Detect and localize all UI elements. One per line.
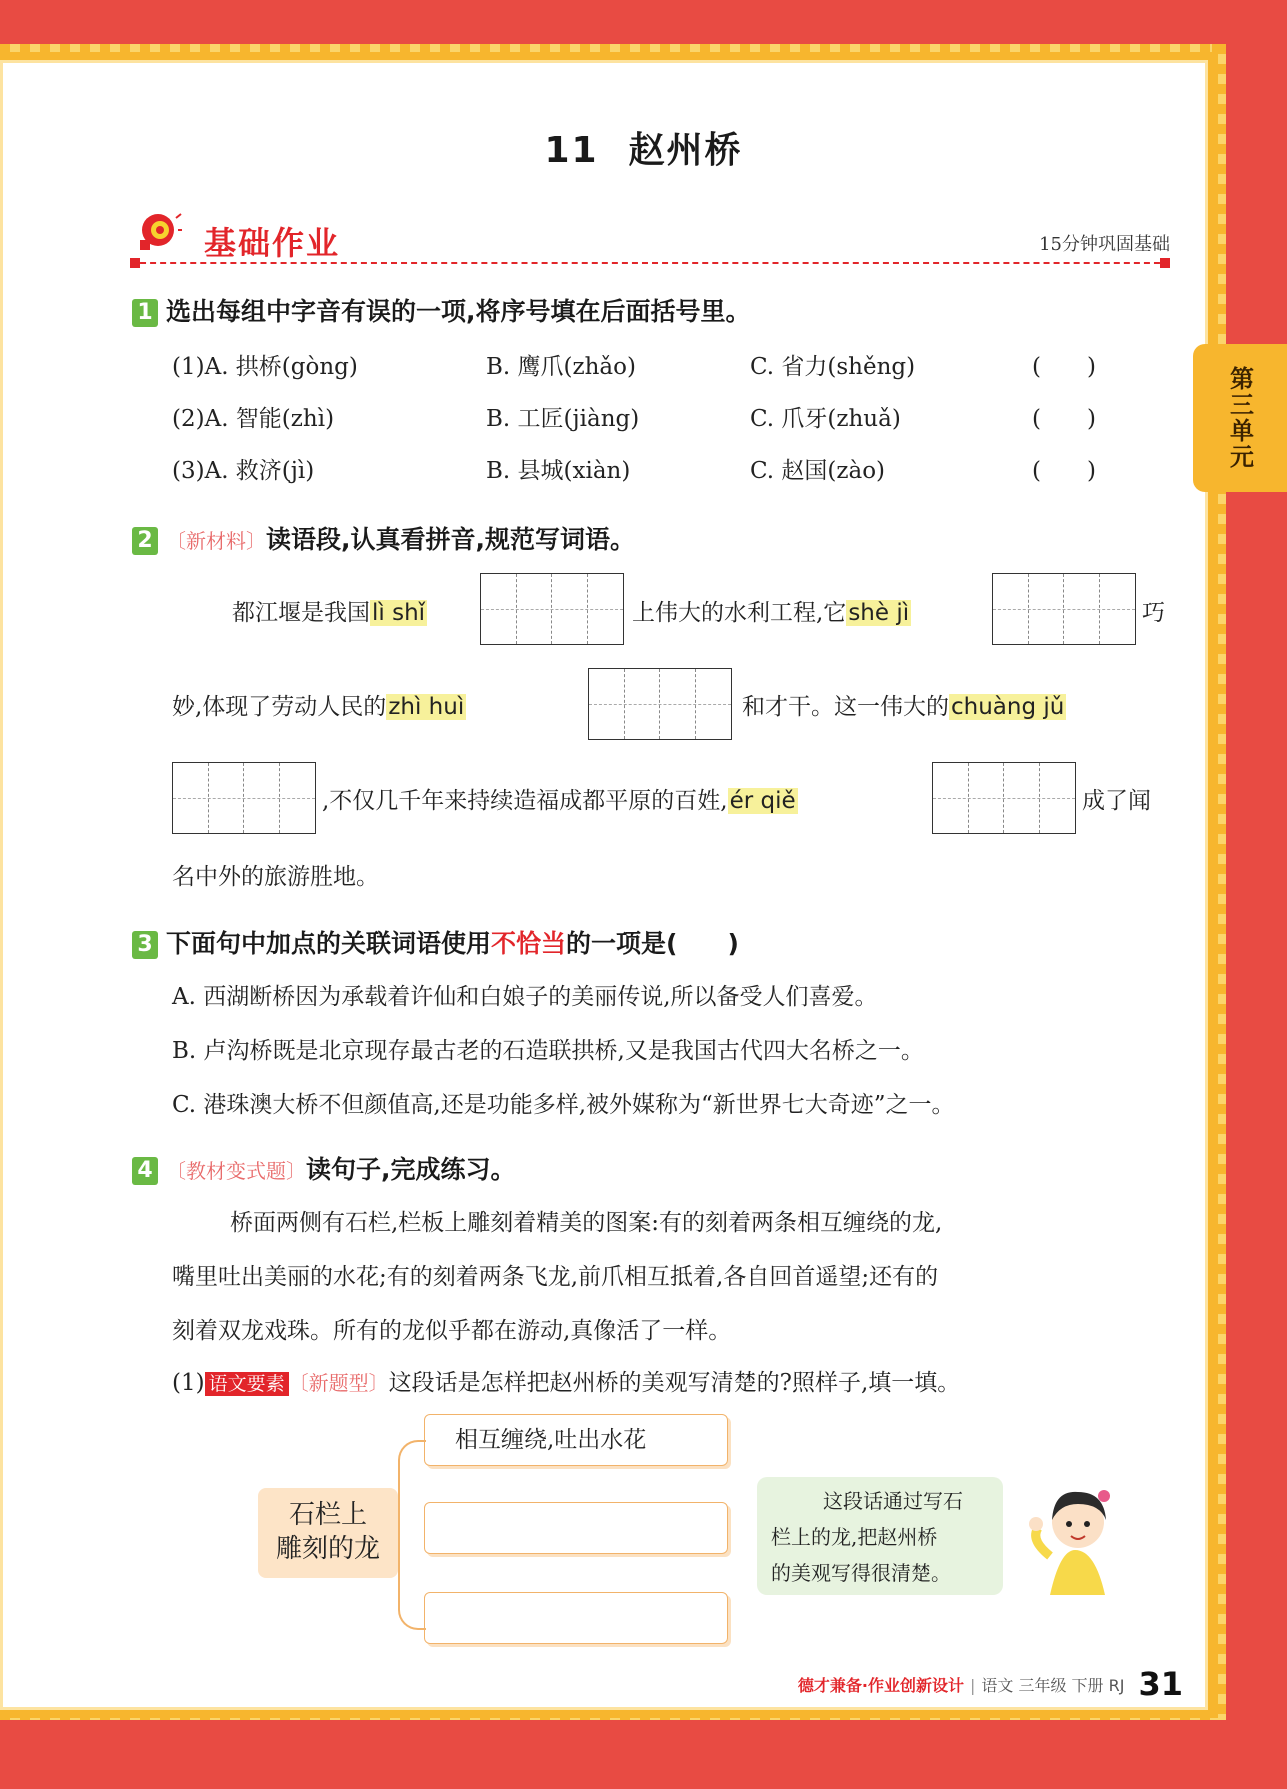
section-note: 15分钟巩固基础 <box>1039 234 1170 255</box>
q1-row-1-answer[interactable]: ( ) <box>1032 354 1096 380</box>
q4-passage-line-2: 嘴里吐出美丽的水花;有的刻着两条飞龙,前爪相互抵着,各自回首遥望;还有的 <box>172 1264 939 1290</box>
q1-row-1-c: C. 省力(shěng) <box>750 354 916 380</box>
pinyin-1: lì shǐ <box>372 600 426 626</box>
q1-row-3-b: B. 县城(xiàn) <box>486 458 631 484</box>
question-2-number: 2 <box>132 527 158 555</box>
q2-line-3-text-a: ,不仅几千年来持续造福成都平原的百姓,ér qiě <box>322 788 796 814</box>
lesson-title <box>0 122 1287 173</box>
section-header <box>130 206 1170 266</box>
page-footer: 德才兼备·作业创新设计 | 语文 三年级 下册 RJ 31 <box>797 1665 1183 1703</box>
q2-line-2-text-a: 妙,体现了劳动人民的zhì huì <box>172 694 465 720</box>
q1-row-3-c: C. 赵国(zào) <box>750 458 886 484</box>
lightbulb-icon <box>134 208 182 256</box>
mindmap-branch-1: 相互缠绕,吐出水花 <box>424 1414 728 1466</box>
q1-row-3-answer[interactable]: ( ) <box>1032 458 1096 484</box>
question-4-title <box>132 1150 516 1186</box>
unit-side-tab <box>1193 344 1287 492</box>
footer-info: 语文 三年级 下册 RJ <box>981 1676 1125 1695</box>
q1-row-1-b: B. 鹰爪(zhǎo) <box>486 354 636 380</box>
footer-brand: 德才兼备·作业创新设计 <box>797 1676 964 1695</box>
lesson-name: 赵州桥 <box>628 130 743 171</box>
question-2-tag: 〔新材料〕 <box>166 529 266 553</box>
pinyin-2: shè jì <box>848 600 910 626</box>
q2-line-3-text-b: 成了闻 <box>1082 788 1151 814</box>
q1-row-3-a: (3)A. 救济(jì) <box>172 458 315 484</box>
question-2-title <box>132 520 635 556</box>
pinyin-4: chuàng jǔ <box>951 694 1065 720</box>
question-3-number: 3 <box>132 931 158 959</box>
question-4-number: 4 <box>132 1157 158 1185</box>
q1-row-2-b: B. 工匠(jiàng) <box>486 406 640 432</box>
q1-row-2-c: C. 爪牙(zhuǎ) <box>750 406 901 432</box>
q3-option-c[interactable]: C. 港珠澳大桥不但颜值高,还是功能多样,被外媒称为“新世界七大奇迹”之一。 <box>172 1092 955 1118</box>
writing-grid-4[interactable] <box>172 762 316 834</box>
q1-row-2-a: (2)A. 智能(zhì) <box>172 406 335 432</box>
section-label: 基础作业 <box>204 224 341 262</box>
divider-end-right <box>1160 258 1170 268</box>
q3-option-b[interactable]: B. 卢沟桥既是北京现存最古老的石造联拱桥,又是我国古代四大名桥之一。 <box>172 1038 924 1064</box>
question-1-number: 1 <box>132 299 158 327</box>
mindmap-branch-3-input[interactable] <box>424 1592 728 1644</box>
writing-grid-2[interactable] <box>992 573 1136 645</box>
writing-grid-1[interactable] <box>480 573 624 645</box>
question-2-text: 读语段,认真看拼音,规范写词语。 <box>266 525 635 554</box>
subject-element-tag: 语文要素 <box>205 1372 289 1396</box>
writing-grid-5[interactable] <box>932 762 1076 834</box>
question-1-text: 选出每组中字音有误的一项,将序号填在后面括号里。 <box>166 297 751 326</box>
q2-line-1-text-c: 巧 <box>1142 600 1165 626</box>
q4-passage-line-3: 刻着双龙戏珠。所有的龙似乎都在游动,真像活了一样。 <box>172 1318 732 1344</box>
q2-line-1-text-a: 都江堰是我国lì shǐ <box>232 600 426 626</box>
writing-grid-3[interactable] <box>588 668 732 740</box>
question-4-text: 读句子,完成练习。 <box>306 1155 516 1184</box>
question-1-title <box>132 292 751 328</box>
q1-row-2-answer[interactable]: ( ) <box>1032 406 1096 432</box>
unit-label: 第三单元 <box>1225 366 1254 470</box>
girl-illustration <box>1020 1470 1130 1600</box>
mindmap-bracket <box>398 1440 426 1630</box>
page-number: 31 <box>1138 1665 1183 1703</box>
new-type-tag: 〔新题型〕 <box>288 1371 389 1395</box>
q1-row-1-a: (1)A. 拱桥(gòng) <box>172 354 358 380</box>
pinyin-3: zhì huì <box>388 694 465 720</box>
divider-end-left <box>130 258 140 268</box>
lesson-number: 11 <box>544 130 599 171</box>
mindmap-root: 石栏上 雕刻的龙 <box>258 1488 398 1578</box>
question-4-tag: 〔教材变式题〕 <box>166 1159 306 1183</box>
q2-line-2-text-b: 和才干。这一伟大的chuàng jǔ <box>742 694 1065 720</box>
q3-option-a[interactable]: A. 西湖断桥因为承载着许仙和白娘子的美丽传说,所以备受人们喜爱。 <box>172 984 878 1010</box>
q2-line-1-text-b: 上伟大的水利工程,它shè jì <box>632 600 910 626</box>
q4-passage-line-1: 桥面两侧有石栏,栏板上雕刻着精美的图案:有的刻着两条相互缠绕的龙, <box>230 1210 943 1236</box>
section-divider <box>130 262 1170 264</box>
question-3-title: 3 下面句中加点的关联词语使用不恰当的一项是( ) <box>132 924 739 960</box>
mindmap-branch-2-input[interactable] <box>424 1502 728 1554</box>
speech-bubble: 这段话通过写石 栏上的龙,把赵州桥 的美观写得很清楚。 <box>757 1477 1003 1595</box>
q4-sub-question-1: (1) 语文要素 〔新题型〕这段话是怎样把赵州桥的美观写清楚的?照样子,填一填。 <box>172 1370 961 1396</box>
question-3-emphasis: 不恰当 <box>491 929 567 958</box>
pinyin-5: ér qiě <box>729 788 796 814</box>
q2-line-4-text: 名中外的旅游胜地。 <box>172 864 379 890</box>
